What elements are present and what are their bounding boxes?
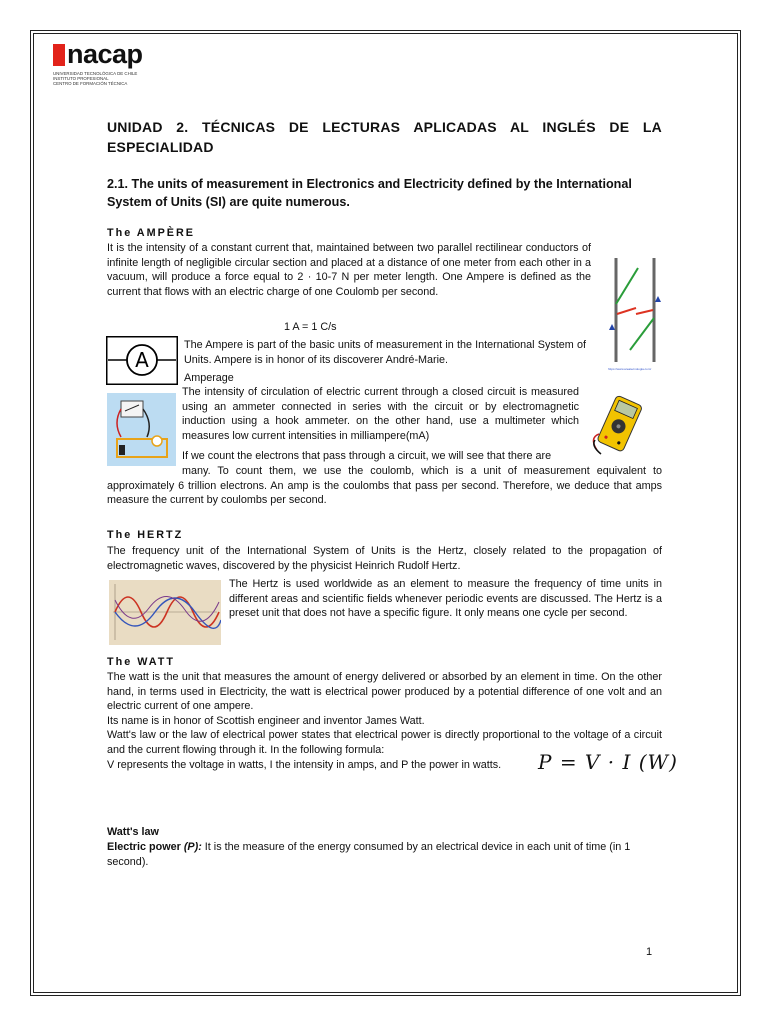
watts-law-definition [107, 840, 662, 869]
section-title: 2.1. The units of measurement in Electronics and Electricity defined by the International System of Units (SI) are quite numerous. [107, 177, 632, 209]
multimeter-figure [587, 392, 649, 458]
inacap-logo [53, 39, 145, 90]
logo-i-mark [53, 44, 65, 66]
watts-law-term: Electric power [107, 841, 181, 853]
watt-equation: P = V · I (W) [538, 750, 678, 774]
watt-paragraph-2: Its name is in honor of Scottish engineer and inventor James Watt. [107, 714, 425, 727]
ampere-paragraph-3: The intensity of circulation of electric current through a closed circuit is measured using an ammeter connected in series with the circuit or by electromagnetic induction using a hook ammeter. on the other hand, use a multimeter which measures low current intensities in milliampere(mA) [182, 386, 579, 442]
ammeter-symbol [106, 336, 178, 385]
parallel-conductors-figure [600, 254, 670, 372]
ampere-paragraph-4b: many. To count them, we use the coulomb, which is a unit of measurement equivalent to approximately 6 trillion electrons. An amp is the coulombs that pass per second. Therefore, we deduce that amps measure the current by coulombs per second. [107, 465, 662, 507]
hertz-paragraph-2: The Hertz is used worldwide as an element to measure the frequency of time units in different areas and scientific fields whenever periodic events are discussed. The Hertz is a preset unit that does not have a specific figure. It only means one cycle per second. [229, 578, 662, 620]
ampere-paragraph-2: The Ampere is part of the basic units of measurement in the International System of Units. Ampere is in honor of its discoverer André-Marie. [184, 339, 586, 366]
ampere-paragraph-1: It is the intensity of a constant current that, maintained between two parallel rectilinear conductors of infinite length of negligible circular section and placed at a distance of one meter from each other in a vacuum, will produce a force equal to 2 · 10-7 N per meter length. One Ampere is defined as the current that flows with an electric charge of one Coulomb per second. [107, 242, 591, 298]
ampere-paragraph-4a: If we count the electrons that pass through a circuit, we will see that there are [182, 450, 552, 462]
unit-title: UNIDAD 2. TÉCNICAS DE LECTURAS APLICADAS AL INGLÉS DE LA ESPECIALIDAD [107, 119, 662, 155]
ampere-heading: The AMPÈRE [107, 227, 195, 239]
ammeter-letter: A [135, 348, 149, 372]
watts-law-text: It is the measure of the energy consumed by an electrical device in each unit of time (in 1 second). [107, 841, 631, 868]
hertz-paragraph-1: The frequency unit of the International System of Units is the Hertz, closely related to the propagation of electromagnetic waves, discovered by the physicist Heinrich Rudolf Hertz. [107, 545, 662, 572]
logo-subtitle: UNIVERSIDAD TECNOLÓGICA DE CHILE INSTITUTO PROFESIONAL CENTRO DE FORMACIÓN TÉCNICA [53, 71, 138, 86]
page-number: 1 [646, 946, 653, 958]
logo-brand: nacap [67, 39, 143, 69]
figure-caption: https://www.areatecnologia.com/ [608, 367, 652, 371]
amperage-label: Amperage [184, 372, 234, 384]
watts-law-symbol: (P): [183, 841, 202, 853]
hertz-heading: The HERTZ [107, 529, 184, 541]
waves-figure [109, 580, 221, 645]
ammeter-circuit-figure [107, 393, 176, 466]
watts-law-heading: Watt's law [107, 826, 159, 838]
watt-paragraph-1: The watt is the unit that measures the amount of energy delivered or absorbed by an element in time. On the other hand, in terms used in Electricity, the watt is electrical power produced by a potential difference of one volt and an electric current of one ampere. [107, 671, 662, 713]
watt-heading: The WATT [107, 656, 175, 668]
ampere-formula: 1 A = 1 C/s [284, 321, 337, 333]
watt-paragraph-3: Watt's law or the law of electrical power states that electrical power is directly proportional to the voltage of a circuit and the current flowing through it. In the following formula: [107, 729, 662, 756]
watt-paragraph-4: V represents the voltage in watts, I the intensity in amps, and P the power in watts. [107, 758, 502, 771]
